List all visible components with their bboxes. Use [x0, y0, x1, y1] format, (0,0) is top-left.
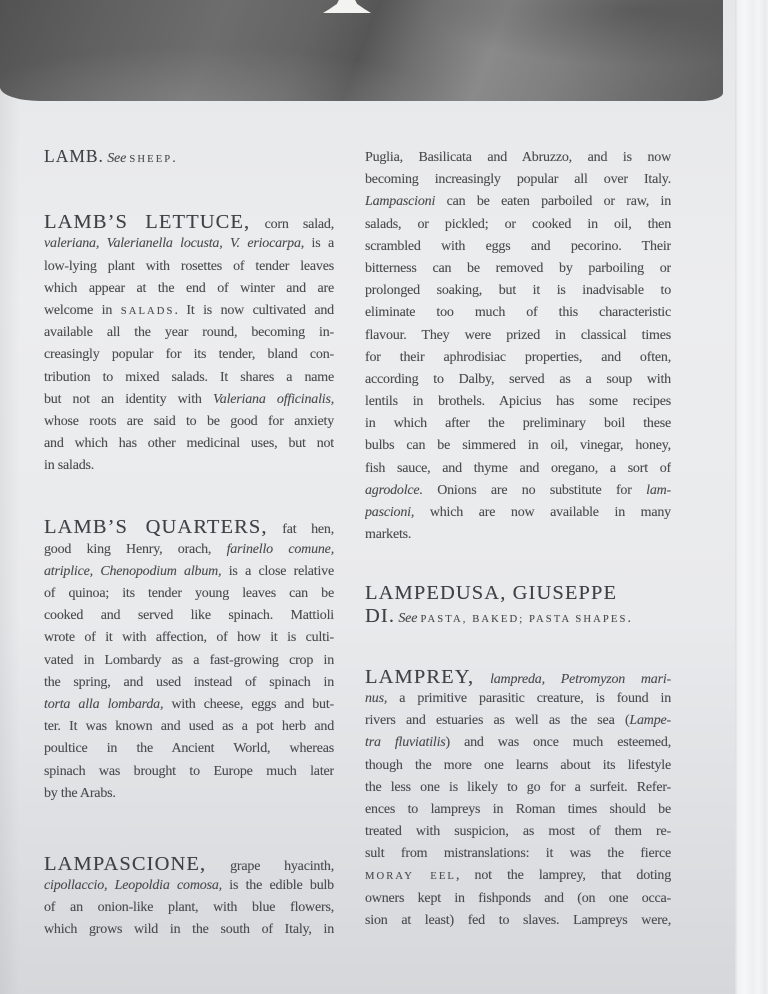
text-line — [44, 919, 334, 941]
text-line — [44, 411, 334, 433]
body-text: flavour. They were prized in classical times — [365, 327, 671, 343]
initial-letter-serif-foot — [323, 0, 371, 13]
text-line — [44, 433, 334, 455]
entry-headword: LAMPREY, — [365, 665, 475, 688]
text-line — [365, 865, 671, 887]
text-line — [44, 389, 334, 411]
body-text: treated with suspicion, as most of them re- — [365, 824, 671, 840]
body-text: though the more one learns about its lifestyle — [365, 757, 671, 773]
right-column — [365, 147, 671, 932]
body-text: ) and was once much esteemed, — [445, 735, 671, 751]
text-line — [44, 738, 334, 760]
body-text: markets. — [365, 527, 412, 543]
text-line — [44, 256, 334, 278]
body-text: , not the lamprey, that doting — [456, 868, 671, 884]
entry-headword: LAMB. — [44, 146, 104, 166]
body-text: salads, or pickled; or cooked in oil, then — [365, 216, 671, 232]
body-text: available all the year round, becoming in- — [44, 325, 334, 341]
body-text: which appear at the end of winter and are — [44, 280, 334, 296]
text-line — [44, 539, 334, 561]
text-line — [365, 843, 671, 865]
body-text: vated in Lombardy as a fast-growing crop in — [44, 652, 334, 668]
body-text: is a close relative — [221, 563, 334, 579]
cross-reference: SHEEP — [129, 154, 173, 165]
text-line — [365, 302, 671, 324]
text-line — [44, 561, 334, 583]
entry-headword: LAMPEDUSA, GIUSEPPE — [365, 582, 618, 605]
body-text: good king Henry, orach, — [44, 541, 227, 557]
text-line — [365, 413, 671, 435]
body-text: lentils in brothels. Apicius has some recipes — [365, 394, 671, 410]
entry-headword: LAMPASCIONE, — [44, 852, 207, 875]
body-text: scrambled with eggs and pecorino. Their — [365, 238, 671, 254]
body-text: is a — [304, 236, 334, 252]
body-text: Puglia, Basilicata and Abruzzo, and is now — [365, 150, 671, 165]
entry-block — [44, 853, 334, 942]
body-text: whose roots are said to be good for anxiety — [44, 413, 334, 429]
italic-term: tra fluviatilis — [365, 735, 446, 751]
body-text: with cheese, eggs and but- — [163, 696, 334, 712]
text-line — [365, 258, 671, 280]
text-line — [365, 910, 671, 932]
text-line — [365, 480, 671, 502]
entry-headword-line — [365, 666, 671, 688]
body-text: fat hen, — [267, 522, 334, 538]
cross-reference: SALADS — [120, 305, 175, 317]
text-line — [44, 300, 334, 322]
body-text: sult from mistranslations: it was the fierce — [365, 846, 671, 862]
body-text: is the edible bulb — [221, 878, 334, 894]
italic-term: Valeriana officinalis, — [213, 391, 334, 407]
body-text: creasingly popular for its tender, bland con- — [44, 347, 334, 363]
italic-term: cipollaccio, Leopoldia comosa, — [44, 878, 222, 894]
body-text: tribution to mixed salads. It shares a name — [44, 369, 334, 385]
body-text: but not an identity with — [44, 391, 213, 407]
body-text: ences to lampreys in Roman times should be — [365, 801, 671, 817]
text-line — [365, 799, 671, 821]
text-line — [44, 650, 334, 672]
body-text: fish sauce, and thyme and oregano, a sort of — [365, 460, 671, 476]
text-line — [44, 233, 334, 255]
text-line — [44, 367, 334, 389]
body-text: a primitive parasitic creature, is found in — [387, 690, 671, 706]
body-text: corn salad, — [250, 217, 334, 233]
text-line — [44, 694, 334, 716]
body-text: the spring, and used instead of spinach in — [44, 674, 334, 690]
page-edge — [735, 0, 768, 994]
text-line — [44, 627, 334, 649]
italic-term: lam- — [646, 482, 671, 498]
body-text: rivers and estuaries as well as the sea ( — [365, 713, 630, 729]
body-text: eliminate too much of this characteristic — [365, 305, 671, 321]
text-line — [365, 236, 671, 258]
text-line — [365, 458, 671, 480]
entry-headword-line — [365, 582, 671, 604]
text-line — [44, 783, 334, 805]
text-line — [365, 710, 671, 732]
body-text: owners kept in fishponds and (on one occa- — [365, 890, 671, 906]
text-line — [365, 688, 671, 710]
body-text: grape hyacinth, — [206, 858, 334, 874]
text-line — [365, 755, 671, 777]
text-line — [44, 455, 334, 477]
body-text: sion at least) fed to slaves. Lampreys were, — [365, 912, 671, 928]
text-line — [44, 278, 334, 300]
italic-term: See — [107, 151, 130, 166]
text-line — [44, 897, 334, 919]
text-line — [365, 524, 671, 546]
text-line — [365, 347, 671, 369]
text-line — [365, 821, 671, 843]
body-text: in salads. — [44, 458, 95, 474]
body-text: of an onion-like plant, with blue flowers, — [44, 900, 334, 916]
text-line — [44, 761, 334, 783]
text-line — [365, 191, 671, 213]
italic-term: atriplice, Chenopodium album, — [44, 563, 222, 579]
entry-headword: LAMB’S QUARTERS, — [44, 516, 268, 539]
text-line — [365, 147, 671, 169]
italic-term: Lampascioni — [365, 194, 436, 210]
body-text — [474, 672, 490, 687]
entry-headword-line — [44, 145, 334, 167]
text-line — [44, 875, 334, 897]
text-line — [365, 732, 671, 754]
body-text: spinach was brought to Europe much later — [44, 763, 334, 779]
body-text: and which has other medicinal uses, but not — [44, 436, 334, 452]
text-line — [365, 214, 671, 236]
text-line — [365, 391, 671, 413]
text-line — [365, 777, 671, 799]
text-line — [44, 344, 334, 366]
italic-term: Lampe- — [629, 713, 671, 729]
body-text: bulbs can be simmered in oil, vinegar, honey, — [365, 438, 671, 454]
body-text: poultice in the Ancient World, whereas — [44, 741, 334, 757]
body-text: by the Arabs. — [44, 785, 116, 801]
left-column — [44, 145, 334, 942]
text-line — [365, 169, 671, 191]
body-text: wrote of it with affection, of how it is culti- — [44, 630, 334, 646]
italic-term: pascioni, — [365, 505, 415, 520]
entry-headword-line — [365, 605, 671, 627]
text-line — [44, 672, 334, 694]
italic-term: nus, — [365, 690, 388, 706]
body-text: . It is now cultivated and — [174, 302, 334, 318]
cross-reference: MORAY EEL — [365, 871, 456, 883]
text-line — [365, 888, 671, 910]
body-text: for their aphrodisiac properties, and often, — [365, 349, 671, 365]
italic-term: See — [398, 610, 421, 626]
entry-headword: DI. — [365, 604, 396, 627]
chapter-plate-photo — [0, 0, 723, 101]
text-line — [365, 502, 671, 524]
body-text: welcome in — [44, 302, 121, 318]
body-text: Onions are no substitute for — [422, 482, 647, 498]
text-line — [44, 322, 334, 344]
entry-block — [44, 516, 334, 804]
body-text: cooked and served like spinach. Mattioli — [44, 608, 334, 624]
entry-headword-line — [44, 853, 334, 875]
body-text: . — [627, 610, 631, 626]
body-text: becoming increasingly popular all over Italy. — [365, 172, 671, 188]
body-text: . — [172, 151, 176, 166]
entry-block — [365, 147, 671, 546]
body-text: bitterness can be removed by parboiling or — [365, 260, 671, 276]
entry-headword-line — [44, 516, 334, 538]
italic-term: farinello comune, — [226, 541, 334, 557]
entry-block — [365, 582, 671, 626]
body-text: low-lying plant with rosettes of tender leaves — [44, 258, 334, 274]
entry-block — [365, 666, 671, 932]
text-line — [44, 583, 334, 605]
body-text: prolonged soaking, but it is inadvisable to — [365, 283, 671, 299]
body-text: in which after the preliminary boil these — [365, 416, 671, 432]
body-text: ter. It was known and used as a pot herb and — [44, 719, 334, 735]
entry-headword-line — [44, 211, 334, 233]
body-text: according to Dalby, served as a soup with — [365, 371, 671, 387]
entry-block — [44, 145, 334, 167]
body-text: of quinoa; its tender young leaves can be — [44, 586, 334, 601]
italic-term: torta alla lombarda, — [44, 696, 164, 712]
italic-term: agrodolce. — [365, 482, 423, 498]
text-line — [365, 325, 671, 347]
italic-term: lampreda, Petromyzon mari- — [490, 671, 671, 687]
entry-headword: LAMB’S LETTUCE, — [44, 211, 251, 234]
body-text: which grows wild in the south of Italy, in — [44, 922, 334, 938]
body-text: can be eaten parboiled or raw, in — [435, 194, 671, 210]
entry-block — [44, 211, 334, 477]
text-line — [365, 369, 671, 391]
cross-reference: PASTA, BAKED; PASTA SHAPES — [420, 613, 628, 625]
text-line — [365, 280, 671, 302]
body-text: the less one is likely to go for a surfeit. Refer- — [365, 779, 671, 795]
text-line — [44, 605, 334, 627]
body-text: which are now available in many — [414, 505, 671, 520]
text-line — [365, 435, 671, 457]
italic-term: valeriana, Valerianella locusta, V. eriocarpa, — [44, 236, 305, 252]
text-line — [44, 716, 334, 738]
